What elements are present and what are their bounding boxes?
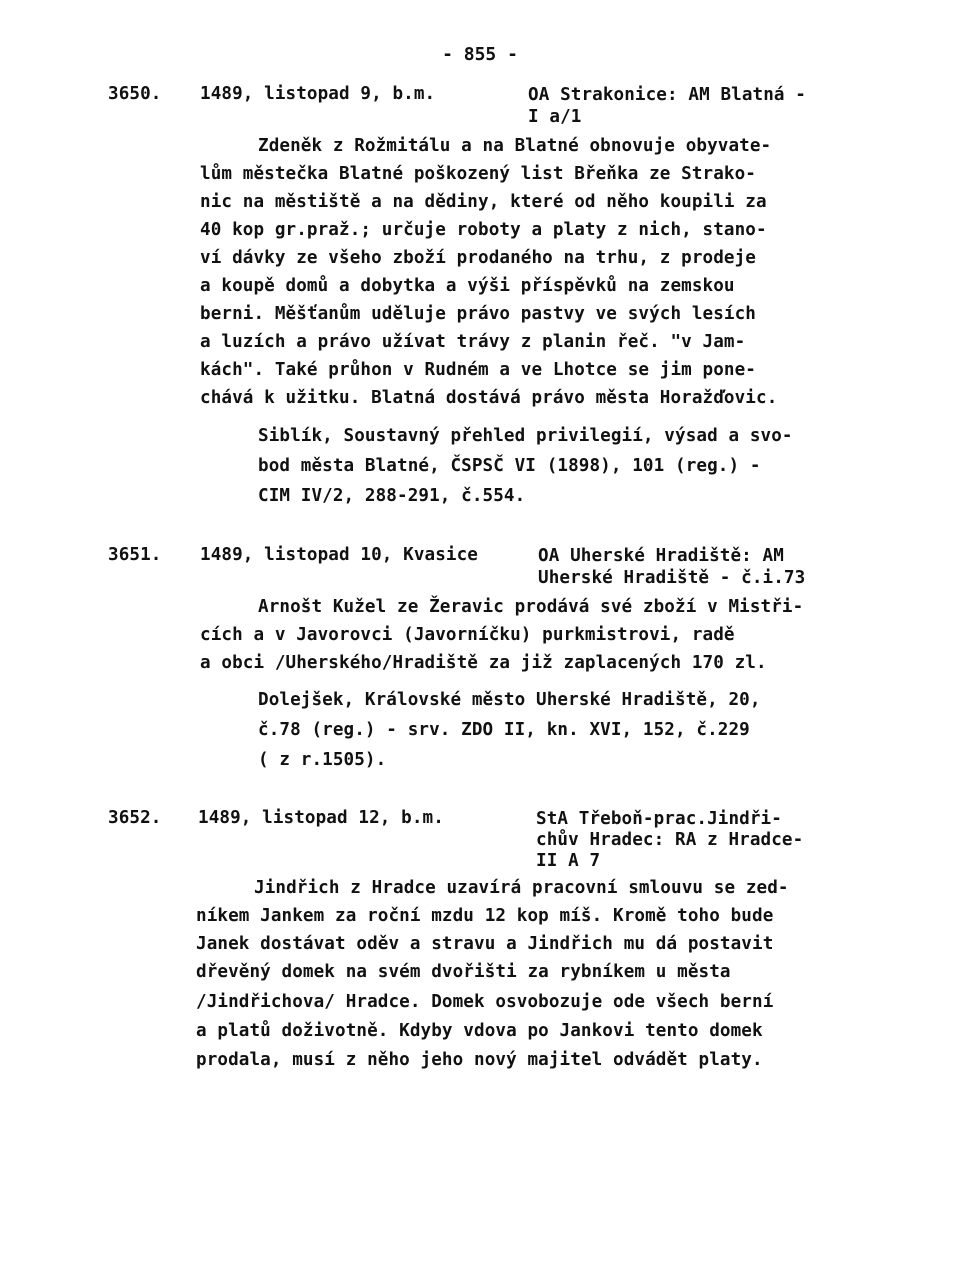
- entry-archive-line: II A 7: [536, 851, 601, 871]
- entry-archive-line: OA Strakonice: AM Blatná -: [528, 85, 807, 105]
- entry-archive-line: chův Hradec: RA z Hradce-: [536, 830, 804, 850]
- text-line: kách". Také průhon v Rudném a ve Lhotce se jim pone-: [200, 360, 757, 380]
- text-line: Zdeněk z Rožmitálu a na Blatné obnovuje obyvate-: [258, 136, 772, 156]
- literature-line: č.78 (reg.) - srv. ZDO II, kn. XVI, 152, č.229: [258, 720, 750, 740]
- text-line: 40 kop gr.praž.; určuje roboty a platy z nich, stano-: [200, 220, 767, 240]
- text-line: /Jindřichova/ Hradce. Domek osvobozuje ode všech berní: [196, 992, 774, 1012]
- literature-line: CIM IV/2, 288-291, č.554.: [258, 486, 526, 506]
- text-line: chává k užitku. Blatná dostává právo města Horažďovic.: [200, 388, 778, 408]
- literature-line: ( z r.1505).: [258, 750, 387, 770]
- entry-archive-line: Uherské Hradiště - č.i.73: [538, 568, 806, 588]
- text-line: ví dávky ze všeho zboží prodaného na trhu, z prodeje: [200, 248, 757, 268]
- entry-date: 1489, listopad 10, Kvasice: [200, 545, 479, 565]
- text-line: berni. Měšťanům uděluje právo pastvy ve svých lesích: [200, 304, 757, 324]
- text-line: níkem Jankem za roční mzdu 12 kop míš. Kromě toho bude: [196, 906, 774, 926]
- text-line: a koupě domů a dobytka a výši příspěvků na zemskou: [200, 276, 735, 296]
- page-number: - 855 -: [442, 44, 518, 65]
- text-line: dřevěný domek na svém dvořišti za rybníkem u města: [196, 962, 731, 982]
- text-line: prodala, musí z něho jeho nový majitel odvádět platy.: [196, 1050, 763, 1070]
- entry-number: 3651.: [108, 545, 162, 565]
- literature-line: Siblík, Soustavný přehled privilegií, výsad a svo-: [258, 426, 793, 446]
- entry-date: 1489, listopad 9, b.m.: [200, 84, 436, 104]
- text-line: a luzích a právo užívat trávy z planin řeč. "v Jam-: [200, 332, 746, 352]
- text-line: a obci /Uherského/Hradiště za již zaplacených 170 zl.: [200, 653, 767, 673]
- entry-number: 3652.: [108, 808, 162, 828]
- text-line: Jindřich z Hradce uzavírá pracovní smlouvu se zed-: [254, 878, 789, 898]
- entry-archive-line: OA Uherské Hradiště: AM: [538, 546, 784, 566]
- literature-line: bod města Blatné, ČSPSČ VI (1898), 101 (reg.) -: [258, 456, 761, 476]
- entry-date: 1489, listopad 12, b.m.: [198, 808, 444, 828]
- text-line: a platů doživotně. Kdyby vdova po Jankovi tento domek: [196, 1021, 763, 1041]
- literature-line: Dolejšek, Královské město Uherské Hradiště, 20,: [258, 690, 761, 710]
- entry-archive-line: StA Třeboň-prac.Jindři-: [536, 809, 782, 829]
- entry-archive-line: I a/1: [528, 107, 582, 127]
- entry-number: 3650.: [108, 84, 162, 104]
- text-line: lům městečka Blatné poškozený list Břeňka ze Strako-: [200, 164, 757, 184]
- text-line: Arnošt Kužel ze Žeravic prodává své zboží v Mistři-: [258, 597, 804, 617]
- text-line: nic na městiště a na dědiny, které od něho koupili za: [200, 192, 767, 212]
- text-line: cích a v Javorovci (Javorníčku) purkmistrovi, radě: [200, 625, 735, 645]
- text-line: Janek dostávat oděv a stravu a Jindřich mu dá postavit: [196, 934, 774, 954]
